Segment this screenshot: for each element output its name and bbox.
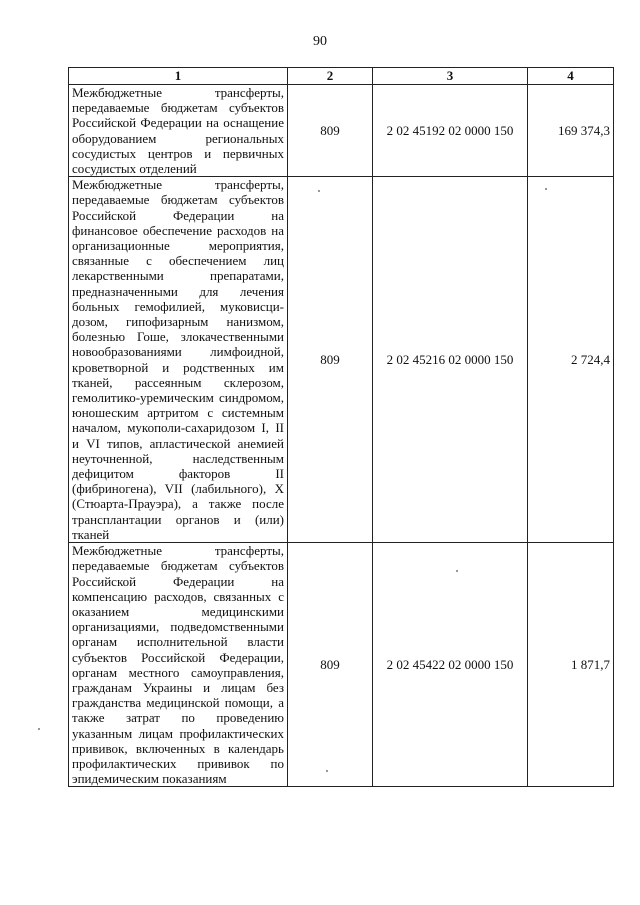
column-header-1: 1 [69, 68, 288, 85]
row-description: Межбюджетные трансферты, передаваемые бюджетам субъектов Российской Федерации на оснащение оборудованием региональных сосудистых центров и первичных сосудистых отделений [69, 85, 288, 177]
row-amount: 2 724,4 [528, 177, 614, 543]
row-code: 809 [288, 177, 373, 543]
page-number: 90 [313, 34, 327, 49]
table-row [69, 543, 614, 787]
scan-speck [545, 188, 547, 190]
table-header-row [69, 68, 614, 85]
column-header-3: 3 [373, 68, 528, 85]
row-code: 809 [288, 85, 373, 177]
row-code: 809 [288, 543, 373, 787]
row-description: Межбюджетные трансферты, передаваемые бюджетам субъектов Российской Федерации на компенсацию расходов, связанных с оказанием медицинскими организациями, подведомственными органам исполнительной власти субъектов Российской Федерации, органам местного самоуправления, гражданам Украины и лицам без гражданства медицинской помощи, а также затрат по проведению указанным лицам профилактических прививок, включенных в календарь профилактических прививок по эпидемическим показаниям [69, 543, 288, 787]
scan-speck [318, 190, 320, 192]
scan-speck [38, 728, 40, 730]
column-header-2: 2 [288, 68, 373, 85]
column-header-4: 4 [528, 68, 614, 85]
scan-speck [326, 770, 328, 772]
row-amount: 169 374,3 [528, 85, 614, 177]
row-amount: 1 871,7 [528, 543, 614, 787]
budget-table [68, 67, 614, 787]
row-kbk: 2 02 45216 02 0000 150 [373, 177, 528, 543]
row-kbk: 2 02 45192 02 0000 150 [373, 85, 528, 177]
scan-speck [456, 570, 458, 572]
table-row [69, 177, 614, 543]
table-row [69, 85, 614, 177]
row-description: Межбюджетные трансферты, передаваемые бюджетам субъектов Российской Федерации на финансовое обеспечение расходов на организационные мероприятия, связанные с обеспечением лиц лекарственными препаратами, предназначенными для лечения больных гемофилией, муковисци-дозом, гипофизарным нанизмом, болезнью Гоше, злокачественными новообразованиями лимфоидной, кроветворной и родственных им тканей, рассеянным склерозом, гемолитико-уремическим синдромом, юношеским артритом с системным началом, мукополи-сахаридозом I, II и VI типов, апластической анемией неуточненной, наследственным дефицитом факторов II (фибриногена), VII (лабильного), X (Стюарта-Прауэра), а также после трансплантации органов и (или) тканей [69, 177, 288, 543]
row-kbk: 2 02 45422 02 0000 150 [373, 543, 528, 787]
